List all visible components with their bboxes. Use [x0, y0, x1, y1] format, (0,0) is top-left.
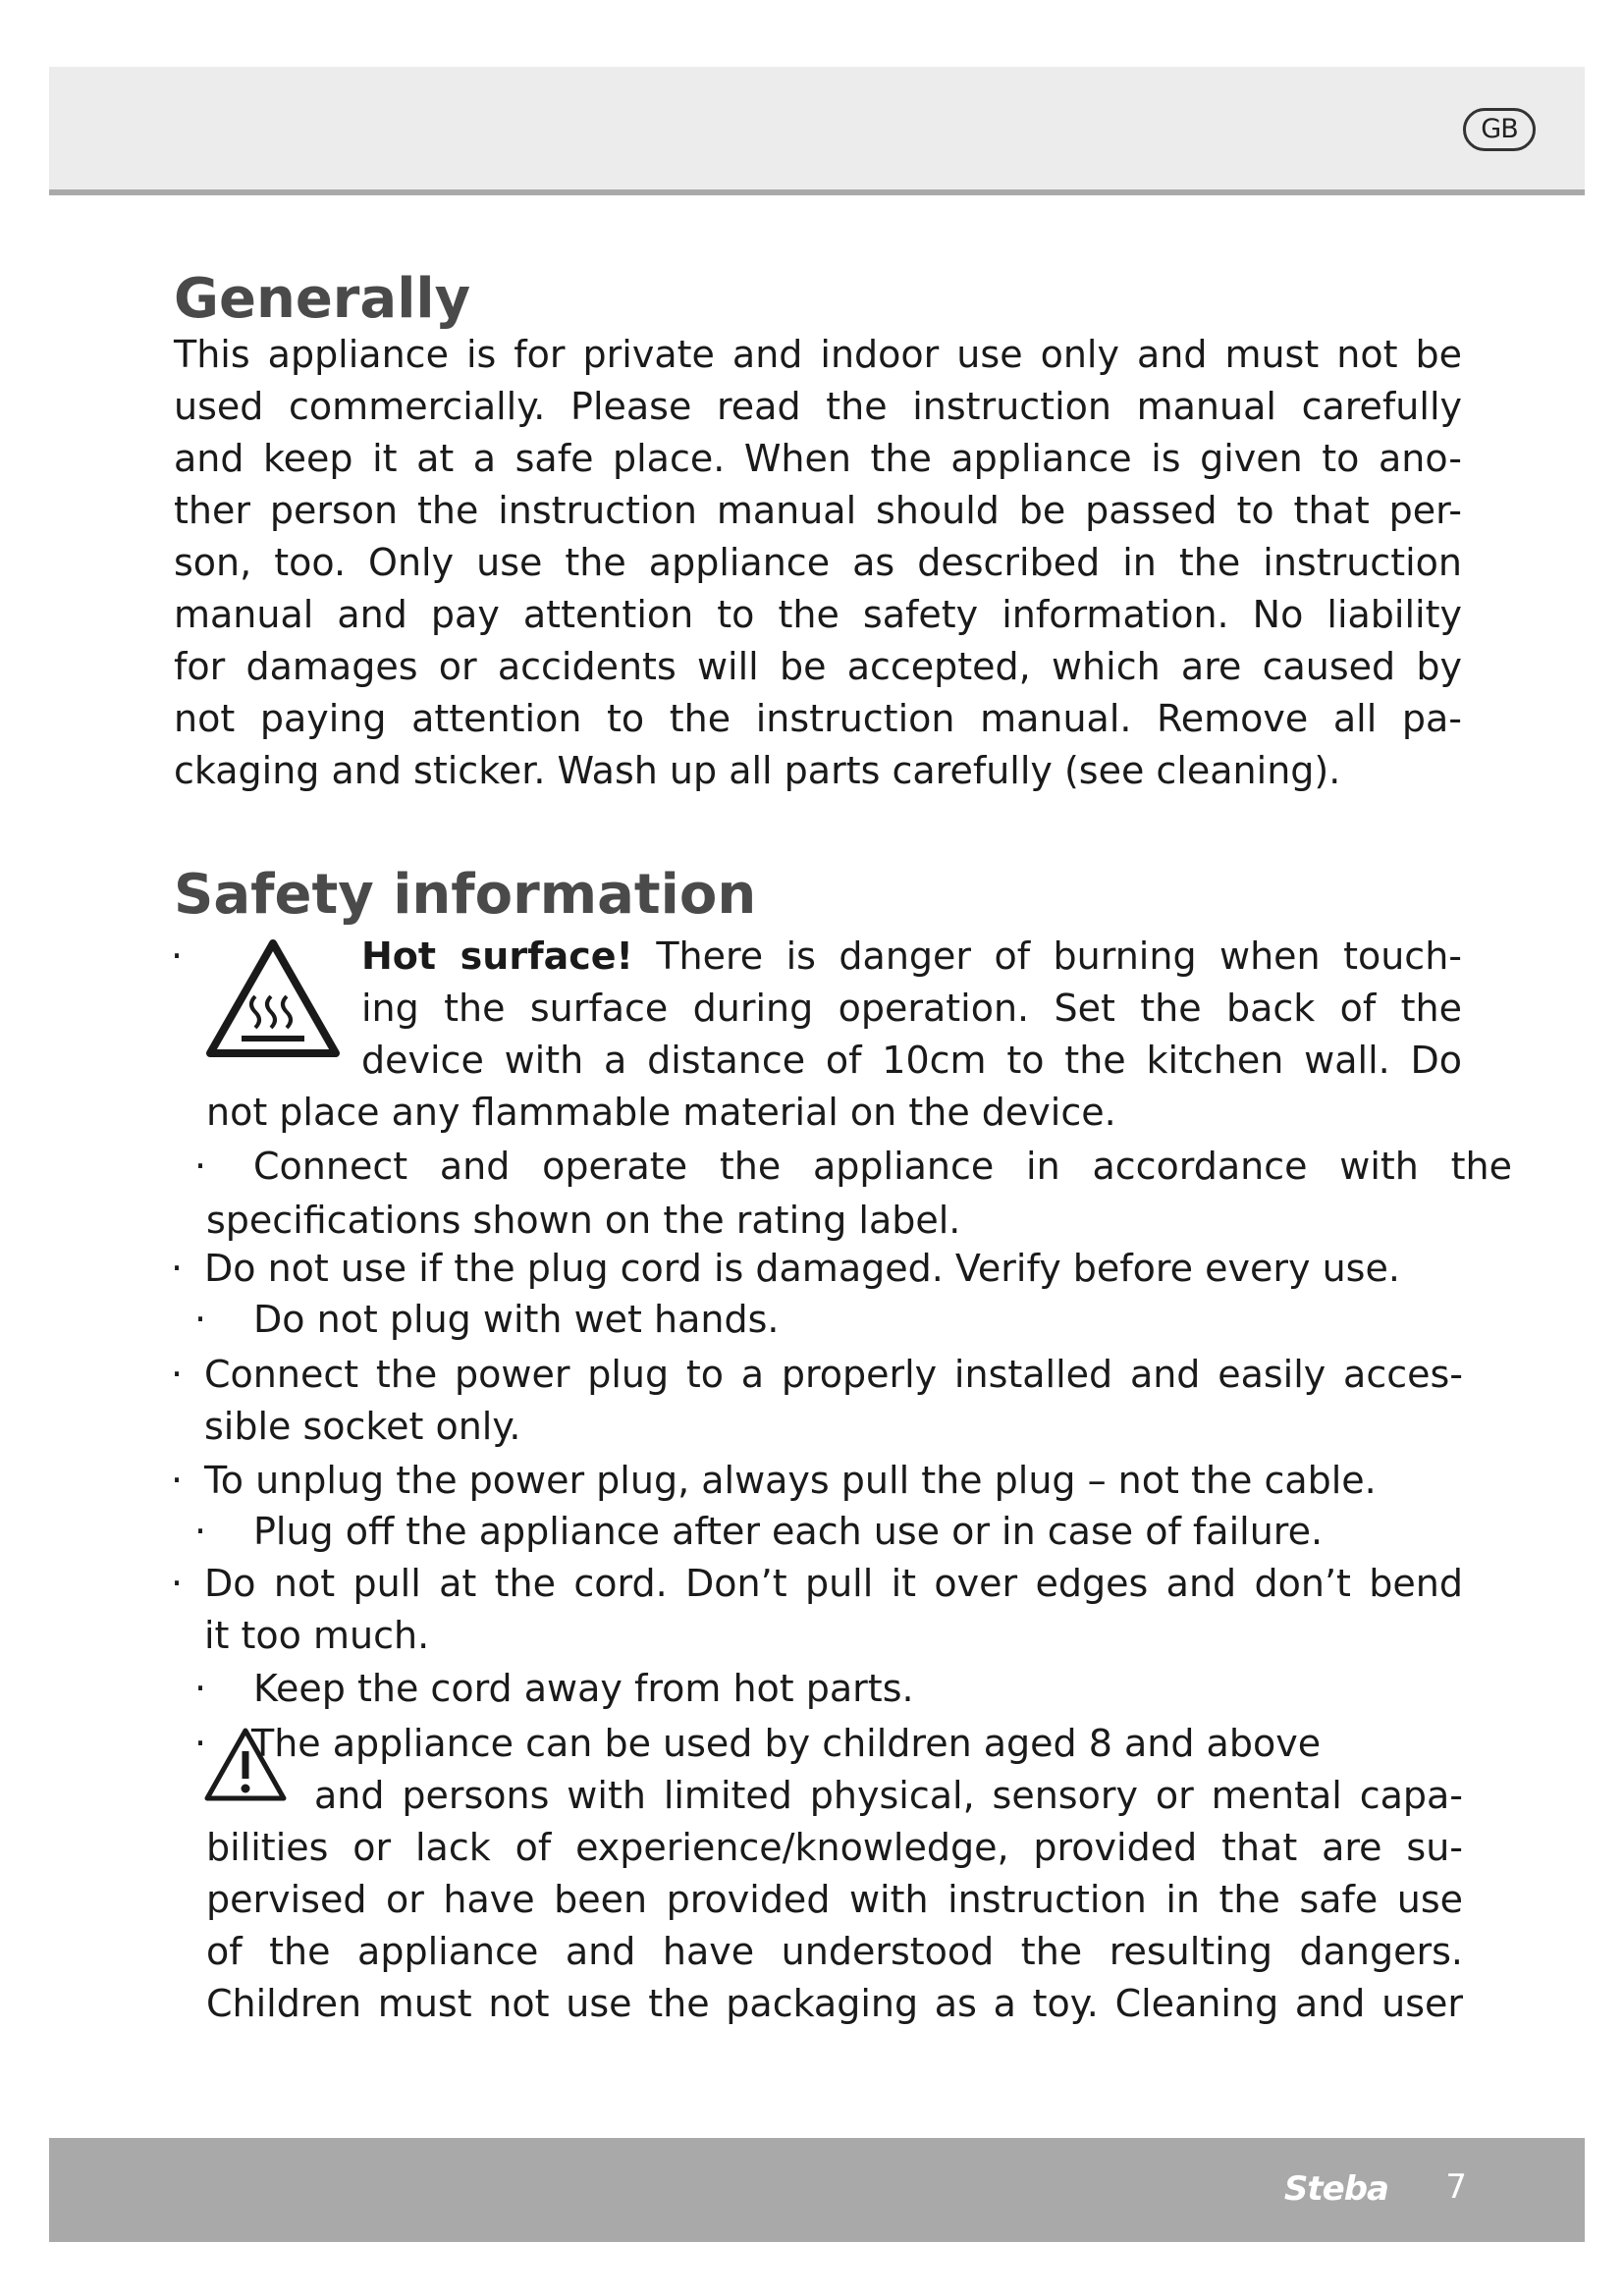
- text-line: Children must not use the packaging as a toy. Cleaning and user: [206, 1982, 1463, 2025]
- text-line: Connect the power plug to a properly installed and easily acces-: [204, 1353, 1463, 1396]
- list-item: [204, 1243, 1481, 1295]
- bullet-dot: ·: [171, 1459, 184, 1502]
- children-text-line1: [251, 1718, 1469, 1770]
- text-line: Do not pull at the cord. Don’t pull it over edges and don’t bend: [204, 1562, 1463, 1605]
- text-line: son, too. Only use the appliance as described in the instruction: [174, 541, 1462, 584]
- list-item-cont: [206, 1195, 1483, 1247]
- generally-paragraph: [174, 329, 1462, 797]
- text-line: This appliance is for private and indoor use only and must not be: [174, 333, 1462, 376]
- text-line: sible socket only.: [204, 1405, 521, 1448]
- list-item: [253, 1294, 1432, 1346]
- list-item: [204, 1455, 1481, 1507]
- bullet-dot: ·: [194, 1298, 207, 1341]
- hot-surface-text-cont: [206, 1087, 1463, 1139]
- text-line: ckaging and sticker. Wash up all parts carefully (see cleaning).: [174, 749, 1341, 792]
- text-line: ing the surface during operation. Set the back of the: [361, 987, 1462, 1030]
- bullet-dot: ·: [171, 1562, 184, 1605]
- hot-surface-warning-icon: [204, 937, 342, 1059]
- text-line: There is danger of burning when touch-: [656, 934, 1462, 978]
- children-text: [206, 1822, 1463, 2030]
- text-line: Do not use if the plug cord is damaged. Verify before every use.: [204, 1247, 1400, 1290]
- text-line: Keep the cord away from hot parts.: [253, 1667, 914, 1710]
- bullet-dot: ·: [171, 934, 184, 978]
- text-line: not place any flammable material on the device.: [206, 1091, 1116, 1134]
- text-line: used commercially. Please read the instruction manual carefully: [174, 385, 1462, 428]
- footer-band: [49, 2138, 1585, 2242]
- bullet-dot: ·: [194, 1145, 207, 1188]
- page-number: 7: [1445, 2167, 1467, 2207]
- list-item: [253, 1506, 1461, 1558]
- text-line: it too much.: [204, 1614, 430, 1657]
- bullet-dot: ·: [194, 1722, 207, 1765]
- section-title-safety: Safety information: [174, 863, 757, 927]
- text-line: not paying attention to the instruction manual. Remove all pa-: [174, 697, 1462, 740]
- section-title-generally: Generally: [174, 267, 471, 331]
- header-band: [49, 67, 1585, 195]
- bullet-dot: ·: [194, 1510, 207, 1553]
- text-line: bilities or lack of experience/knowledge, provided that are su-: [206, 1826, 1463, 1869]
- hot-surface-lead: Hot surface!: [361, 934, 633, 978]
- text-line: ther person the instruction manual should be passed to that per-: [174, 489, 1462, 532]
- text-line: for damages or accidents will be accepted, which are caused by: [174, 645, 1462, 688]
- text-line: Do not plug with wet hands.: [253, 1298, 780, 1341]
- text-line: pervised or have been provided with instruction in the safe use: [206, 1878, 1463, 1921]
- text-line: and persons with limited physical, sensory or mental capa-: [314, 1774, 1463, 1817]
- text-line: of the appliance and have understood the resulting dangers.: [206, 1930, 1463, 1973]
- bullet-dot: ·: [194, 1667, 207, 1710]
- text-line: device with a distance of 10cm to the kitchen wall. Do: [361, 1039, 1462, 1082]
- hot-surface-text: [361, 931, 1462, 1087]
- text-line: To unplug the power plug, always pull the plug – not the cable.: [204, 1459, 1377, 1502]
- text-line: The appliance can be used by children aged 8 and above: [251, 1722, 1322, 1765]
- text-line: manual and pay attention to the safety information. No liability: [174, 593, 1462, 636]
- brand-logo: Steba: [1283, 2169, 1388, 2209]
- list-item: [204, 1558, 1463, 1662]
- list-item: [253, 1141, 1512, 1193]
- text-line: Connect and operate the appliance in accordance with the: [253, 1145, 1512, 1188]
- children-text-line2: [314, 1770, 1463, 1822]
- language-badge: GB: [1463, 108, 1536, 151]
- bullet-dot: ·: [171, 1353, 184, 1396]
- text-line: and keep it at a safe place. When the appliance is given to ano-: [174, 437, 1462, 480]
- bullet-dot: ·: [171, 1247, 184, 1290]
- text-line: Plug off the appliance after each use or in case of failure.: [253, 1510, 1324, 1553]
- list-item: [204, 1349, 1463, 1453]
- list-item: [253, 1663, 1461, 1715]
- text-line: specifications shown on the rating label.: [206, 1199, 961, 1242]
